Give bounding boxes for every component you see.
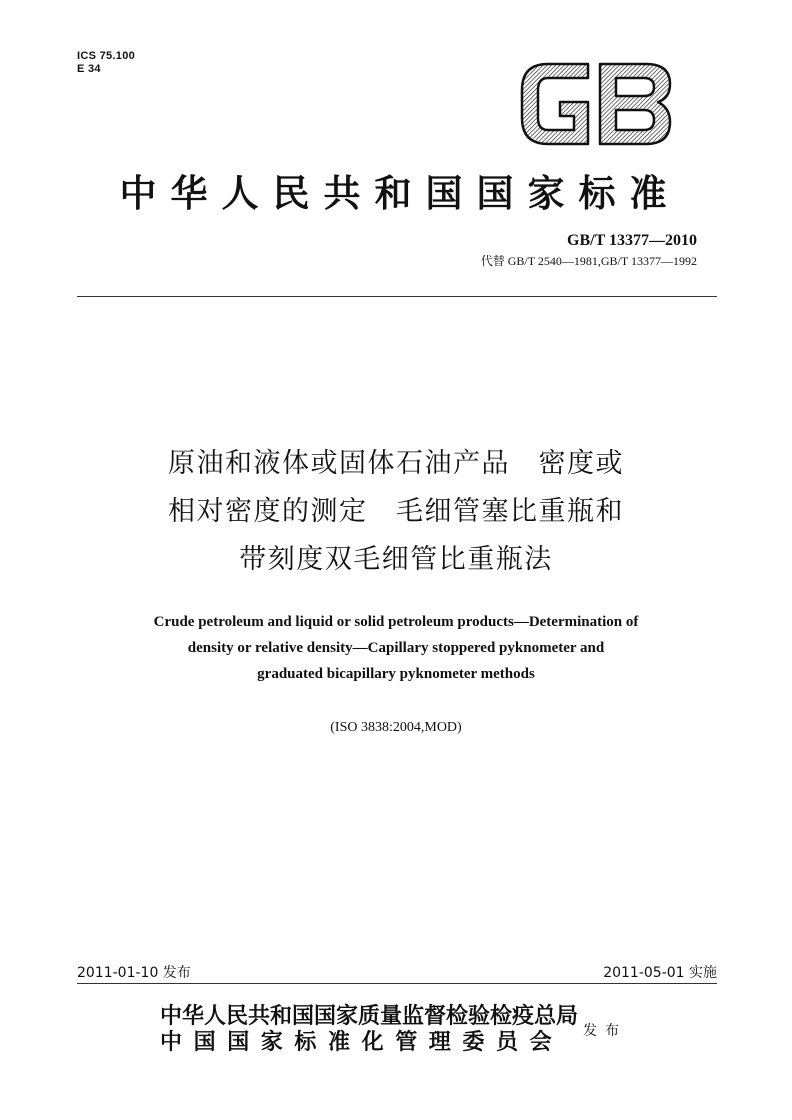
english-title-line-3: graduated bicapillary pyknometer methods (257, 666, 535, 682)
english-title-line-1: Crude petroleum and liquid or solid petroleum products—Determination of (153, 614, 639, 630)
issuer-sac: 中国国家标准化管理委员会 (160, 1029, 564, 1055)
english-title-line-2: density or relative density—Capillary stoppered pyknometer and (187, 640, 605, 656)
issue-date: 2011-01-10 发布 (77, 965, 191, 981)
implementation-date: 2011-05-01 实施 (603, 965, 717, 981)
ccs-code: E 34 (77, 63, 101, 75)
iso-reference: (ISO 3838:2004,MOD) (330, 720, 462, 735)
standard-title: 中华人民共和国国家标准 (119, 171, 681, 215)
chinese-title-line-2: 相对密度的测定 毛细管塞比重瓶和 (168, 496, 624, 527)
standard-number: GB/T 13377—2010 (567, 232, 697, 249)
replaces-standards: 代替 GB/T 2540—1981,GB/T 13377—1992 (480, 254, 697, 268)
issuing-authorities (160, 1003, 578, 1055)
issuer-aqsiq: 中华人民共和国国家质量监督检验检疫总局 (160, 1003, 579, 1029)
chinese-title-line-1: 原油和液体或固体石油产品 密度或 (168, 448, 624, 479)
chinese-title-line-3: 带刻度双毛细管比重瓶法 (239, 544, 553, 575)
header-divider (77, 296, 717, 297)
publish-label: 发布 (583, 1023, 627, 1039)
ics-code: ICS 75.100 (77, 50, 136, 62)
gb-logo-icon (518, 60, 674, 148)
ics-code-block (77, 50, 135, 76)
footer-divider (77, 983, 717, 984)
